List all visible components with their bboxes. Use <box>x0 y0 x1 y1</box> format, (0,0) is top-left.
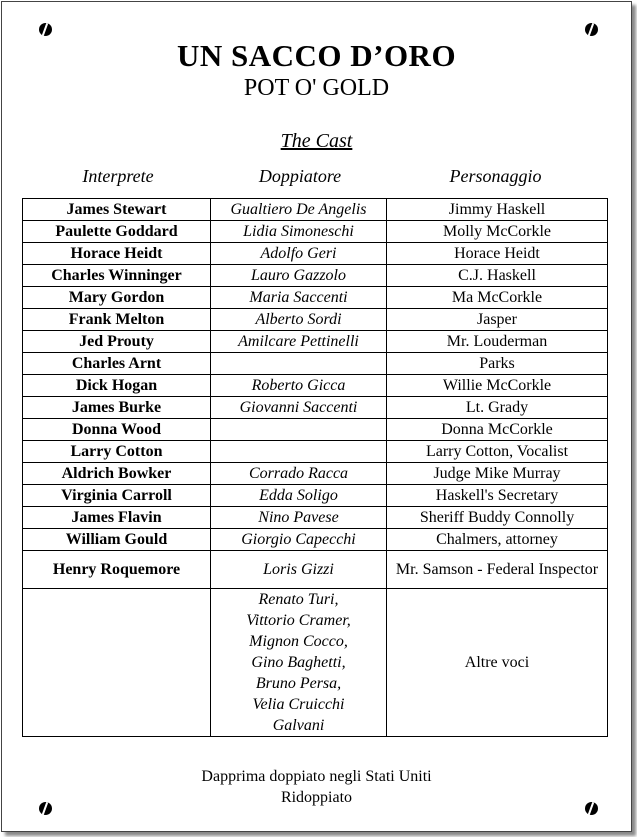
hole-icon <box>585 23 598 36</box>
character-cell: Donna McCorkle <box>387 419 608 441</box>
table-row <box>23 485 608 507</box>
dubber-name: Gino Baghetti, <box>251 654 346 671</box>
table-row <box>23 507 608 529</box>
actor-cell: Paulette Goddard <box>23 221 211 243</box>
hole-icon <box>39 23 52 36</box>
dubber-cell <box>211 441 387 463</box>
footer-line-2: Ridoppiato <box>280 789 353 806</box>
table-row <box>23 375 608 397</box>
character-cell: Jasper <box>387 309 608 331</box>
dubber-cell <box>211 419 387 441</box>
dubber-name: Mignon Cocco, <box>249 633 348 650</box>
table-row <box>23 221 608 243</box>
cast-table <box>22 198 608 737</box>
page-subtitle: POT O' GOLD <box>243 75 390 101</box>
character-cell: Lt. Grady <box>387 397 608 419</box>
dubber-cell: Giorgio Capecchi <box>211 529 387 551</box>
page-title: UN SACCO D’ORO <box>176 38 457 73</box>
table-row <box>23 529 608 551</box>
character-cell: Jimmy Haskell <box>387 199 608 221</box>
dubber-name: Vittorio Cramer, <box>246 612 351 629</box>
table-row <box>23 309 608 331</box>
character-cell: Ma McCorkle <box>387 287 608 309</box>
character-cell: Larry Cotton, Vocalist <box>387 441 608 463</box>
character-cell: Parks <box>387 353 608 375</box>
character-cell: Haskell's Secretary <box>387 485 608 507</box>
table-row <box>23 287 608 309</box>
actor-cell: Frank Melton <box>23 309 211 331</box>
table-row <box>23 331 608 353</box>
dubber-name: Renato Turi, <box>258 591 339 608</box>
actor-cell: Aldrich Bowker <box>23 463 211 485</box>
column-header-doppiatore: Doppiatore <box>258 166 342 186</box>
actor-cell: Larry Cotton <box>23 441 211 463</box>
actor-cell: James Stewart <box>23 199 211 221</box>
character-cell: Chalmers, attorney <box>387 529 608 551</box>
actor-cell: Horace Heidt <box>23 243 211 265</box>
cast-heading: The Cast <box>280 130 353 152</box>
dubber-name: Velia Cruicchi <box>252 696 345 713</box>
actor-cell: William Gould <box>23 529 211 551</box>
dubber-cell: Adolfo Geri <box>211 243 387 265</box>
actor-cell: Virginia Carroll <box>23 485 211 507</box>
character-cell: Molly McCorkle <box>387 221 608 243</box>
actor-cell <box>23 589 211 737</box>
actor-cell: James Flavin <box>23 507 211 529</box>
character-cell: Judge Mike Murray <box>387 463 608 485</box>
dubber-cell: Gualtiero De Angelis <box>211 199 387 221</box>
dubber-name: Bruno Persa, <box>255 675 342 692</box>
character-cell: Mr. Louderman <box>387 331 608 353</box>
character-cell: Mr. Samson - Federal Inspector <box>387 551 608 589</box>
cast-card <box>1 1 632 832</box>
dubber-cell: Amilcare Pettinelli <box>211 331 387 353</box>
dubber-cell: Nino Pavese <box>211 507 387 529</box>
table-row <box>23 243 608 265</box>
table-row <box>23 397 608 419</box>
dubber-cell: Corrado Racca <box>211 463 387 485</box>
dubber-name: Galvani <box>272 717 325 734</box>
table-row <box>23 551 608 589</box>
other-voices-dubbers <box>211 589 387 737</box>
dubber-cell: Roberto Gicca <box>211 375 387 397</box>
actor-cell: Dick Hogan <box>23 375 211 397</box>
footer-note <box>2 766 631 808</box>
table-row-other-voices <box>23 589 608 737</box>
table-row <box>23 419 608 441</box>
dubber-cell: Loris Gizzi <box>211 551 387 589</box>
dubber-cell <box>211 353 387 375</box>
actor-cell: Charles Arnt <box>23 353 211 375</box>
character-cell: Sheriff Buddy Connolly <box>387 507 608 529</box>
dubber-cell: Giovanni Saccenti <box>211 397 387 419</box>
actor-cell: Charles Winninger <box>23 265 211 287</box>
dubber-cell: Alberto Sordi <box>211 309 387 331</box>
actor-cell: Jed Prouty <box>23 331 211 353</box>
actor-cell: Donna Wood <box>23 419 211 441</box>
dubber-cell: Maria Saccenti <box>211 287 387 309</box>
column-header-personaggio: Personaggio <box>449 166 542 186</box>
actor-cell: Mary Gordon <box>23 287 211 309</box>
table-row <box>23 199 608 221</box>
table-row <box>23 353 608 375</box>
dubber-cell: Edda Soligo <box>211 485 387 507</box>
dubber-cell: Lidia Simoneschi <box>211 221 387 243</box>
actor-cell: Henry Roquemore <box>23 551 211 589</box>
table-row <box>23 463 608 485</box>
table-row <box>23 441 608 463</box>
footer-line-1: Dapprima doppiato negli Stati Uniti <box>201 768 432 785</box>
dubber-cell: Lauro Gazzolo <box>211 265 387 287</box>
other-voices-label: Altre voci <box>387 589 608 737</box>
actor-cell: James Burke <box>23 397 211 419</box>
character-cell: Willie McCorkle <box>387 375 608 397</box>
column-header-interprete: Interprete <box>82 166 154 186</box>
character-cell: Horace Heidt <box>387 243 608 265</box>
table-row <box>23 265 608 287</box>
character-cell: C.J. Haskell <box>387 265 608 287</box>
